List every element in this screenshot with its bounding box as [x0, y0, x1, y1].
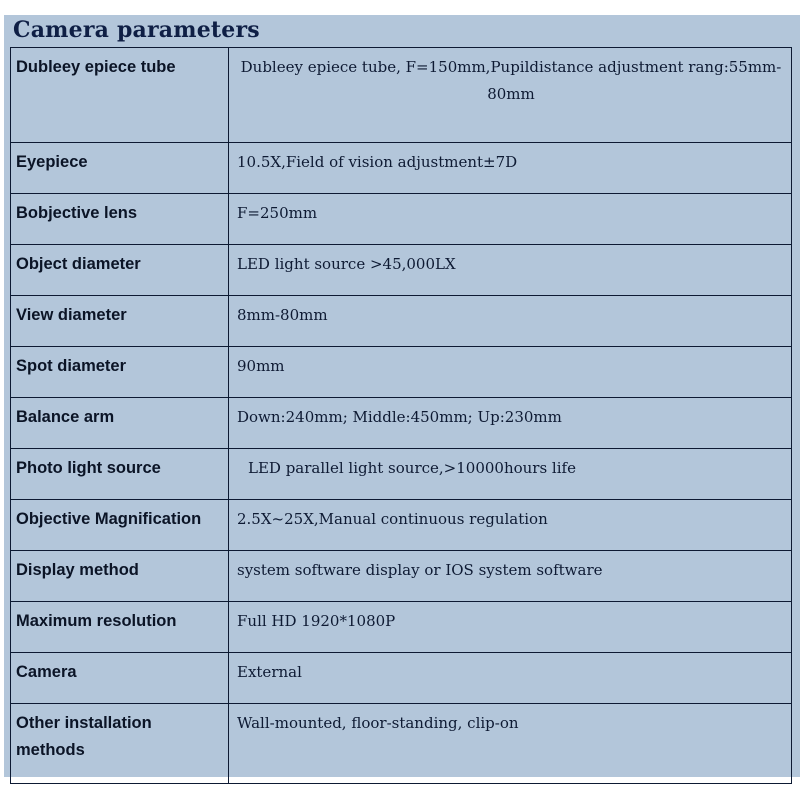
row-label: Maximum resolution: [11, 602, 229, 653]
section-title: Camera parameters: [13, 17, 260, 43]
row-value: Full HD 1920*1080P: [229, 602, 792, 653]
table-row: [11, 551, 792, 602]
row-label: Display method: [11, 551, 229, 602]
row-label: Eyepiece: [11, 143, 229, 194]
table-row: [11, 296, 792, 347]
table-row: [11, 704, 792, 784]
row-value: Dubleey epiece tube, F=150mm,Pupildistance adjustment rang:55mm-80mm: [229, 48, 792, 143]
row-value: 90mm: [229, 347, 792, 398]
table-row: [11, 48, 792, 143]
table-row: [11, 602, 792, 653]
camera-parameters-panel: [4, 15, 800, 777]
row-label: Bobjective lens: [11, 194, 229, 245]
row-value: External: [229, 653, 792, 704]
table-row: [11, 347, 792, 398]
row-value: LED parallel light source,>10000hours life: [229, 449, 792, 500]
row-label: Camera: [11, 653, 229, 704]
row-value: 2.5X~25X,Manual continuous regulation: [229, 500, 792, 551]
row-label: Balance arm: [11, 398, 229, 449]
table-row: [11, 245, 792, 296]
table-row: [11, 500, 792, 551]
table-row: [11, 449, 792, 500]
row-label: Photo light source: [11, 449, 229, 500]
row-value: LED light source >45,000LX: [229, 245, 792, 296]
row-label: Object diameter: [11, 245, 229, 296]
row-value: Down:240mm; Middle:450mm; Up:230mm: [229, 398, 792, 449]
table-row: [11, 398, 792, 449]
row-label: Other installation methods: [11, 704, 229, 784]
table-row: [11, 194, 792, 245]
row-label: Spot diameter: [11, 347, 229, 398]
parameters-table: [10, 47, 792, 784]
table-row: [11, 143, 792, 194]
row-value: F=250mm: [229, 194, 792, 245]
table-row: [11, 653, 792, 704]
row-value: Wall-mounted, floor-standing, clip-on: [229, 704, 792, 784]
row-value: system software display or IOS system software: [229, 551, 792, 602]
row-value: 10.5X,Field of vision adjustment±7D: [229, 143, 792, 194]
row-label: View diameter: [11, 296, 229, 347]
row-label: Objective Magnification: [11, 500, 229, 551]
row-label: Dubleey epiece tube: [11, 48, 229, 143]
row-value: 8mm-80mm: [229, 296, 792, 347]
